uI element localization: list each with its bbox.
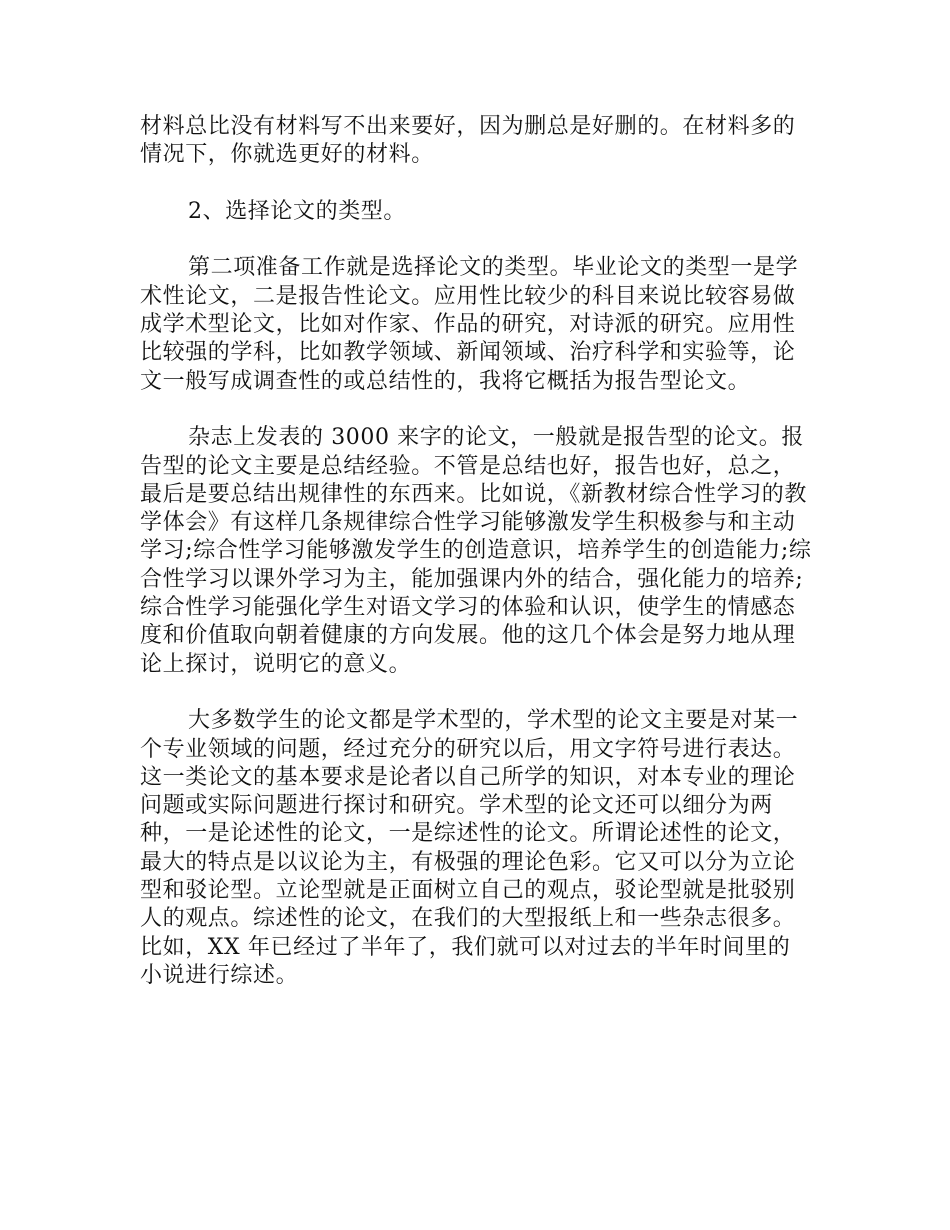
- paragraph: 第二项准备工作就是选择论文的类型。毕业论文的类型一是学术性论文，二是报告性论文。应用性比较少的科目来说比较容易做成学术型论文，比如对作家、作品的研究，对诗派的研究。应用性比较强的学科，比如教学领域、新闻领域、治疗科学和实验等，论文一般写成调查性的或总结性的，我将它概括为报告型论文。: [140, 255, 799, 394]
- document-body: [140, 113, 812, 1019]
- paragraph-continuation: 材料总比没有材料写不出来要好，因为删总是好删的。在材料多的情况下，你就选更好的材料。: [140, 114, 796, 168]
- section-heading: 2、选择论文的类型。: [188, 198, 406, 224]
- paragraph: 大多数学生的论文都是学术型的，学术型的论文主要是对某一个专业领域的问题，经过充分的研究以后，用文字符号进行表达。这一类论文的基本要求是论者以自己所学的知识，对本专业的理论问题或实际问题进行探讨和研究。学术型的论文还可以细分为两种，一是论述性的论文，一是综述性的论文。所谓论述性的论文，最大的特点是以议论为主，有极强的理论色彩。它又可以分为立论型和驳论型。立论型就是正面树立自己的观点，驳论型就是批驳别人的观点。综述性的论文，在我们的大型报纸上和一些杂志很多。比如，XX 年已经过了半年了，我们就可以对过去的半年时间里的小说进行综述。: [140, 708, 799, 988]
- paragraph: 杂志上发表的 3000 来字的论文，一般就是报告型的论文。报告型的论文主要是总结经验。不管是总结也好，报告也好，总之，最后是要总结出规律性的东西来。比如说，《新教材综合性学习的教学体会》有这样几条规律综合性学习能够激发学生积极参与和主动学习;综合性学习能够激发学生的创造意识，培养学生的创造能力;综合性学习以课外学习为主，能加强课内外的结合，强化能力的培养;综合性学习能强化学生对语文学习的体验和认识，使学生的情感态度和价值取向朝着健康的方向发展。他的这几个体会是努力地从理论上探讨，说明它的意义。: [140, 425, 812, 677]
